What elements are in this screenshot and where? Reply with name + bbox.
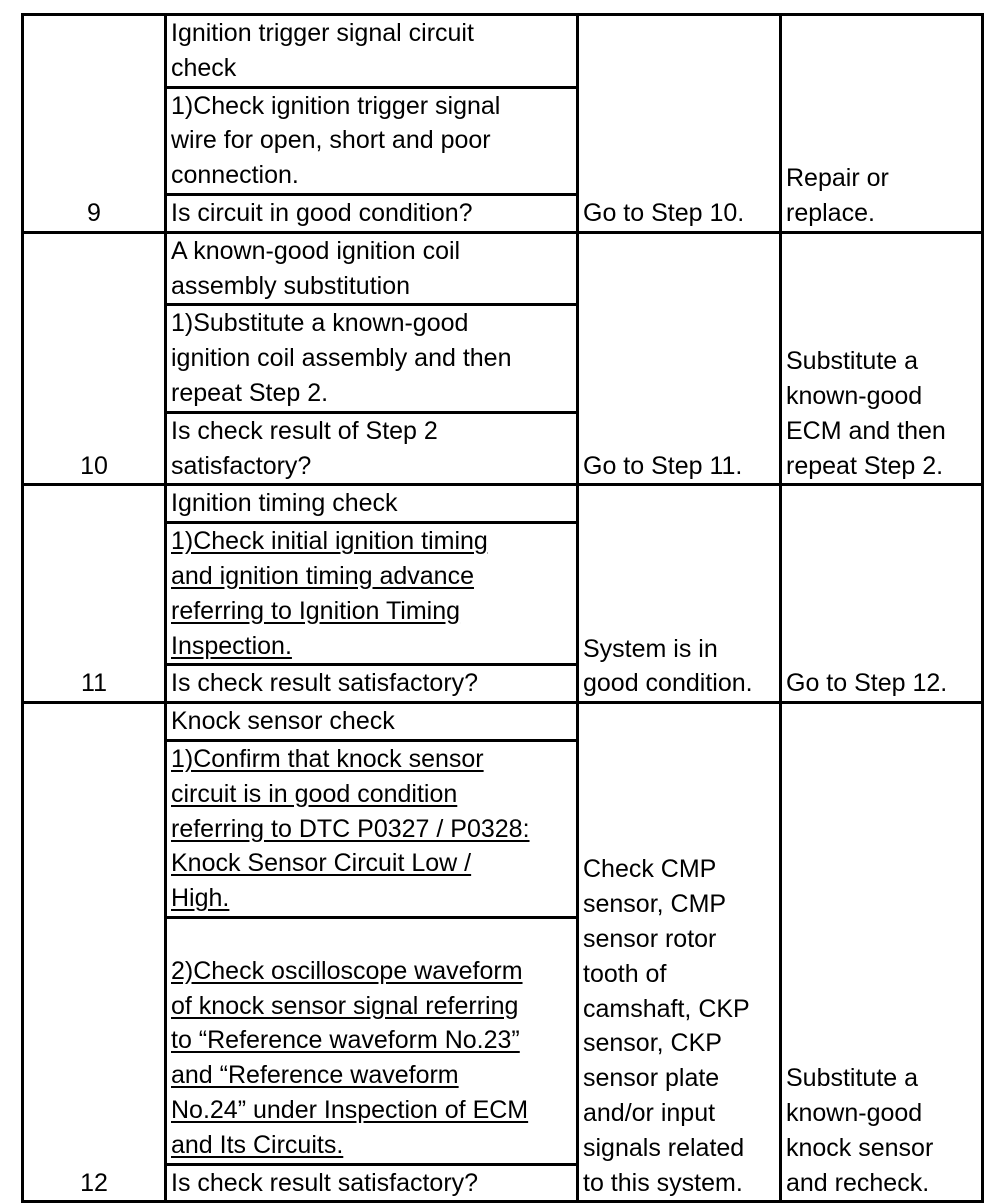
text-line: System is in (583, 634, 718, 663)
text-line: referring to Ignition Timing (171, 596, 461, 625)
text-line: Go to Step 11. (583, 451, 743, 480)
text-line: replace. (786, 198, 875, 227)
text-line: 1)Check ignition trigger signal (171, 91, 501, 120)
text-line: assembly substitution (171, 271, 411, 300)
yes-result (578, 485, 781, 703)
table-row (23, 232, 983, 485)
text-line: signals related (583, 1133, 745, 1162)
text-line: and Its Circuits. (171, 1130, 344, 1159)
text-line: wire for open, short and poor (171, 126, 491, 155)
text-line: High. (171, 884, 230, 913)
step-title (167, 16, 576, 89)
text-line: Is check result satisfactory? (171, 1168, 479, 1197)
step-title (167, 704, 576, 742)
yes-result (578, 15, 781, 233)
action-cell (166, 232, 578, 485)
action-cell (166, 485, 578, 703)
text-line: tooth of (583, 959, 667, 988)
text-line: repeat Step 2. (786, 451, 944, 480)
text-line: Check CMP (583, 855, 717, 884)
question (167, 666, 576, 701)
text-line: A known-good ignition coil (171, 236, 461, 265)
text-line: good condition. (583, 669, 753, 698)
text-line: sensor, CKP (583, 1029, 722, 1058)
text-line: and/or input (583, 1098, 716, 1127)
text-line: known-good (786, 381, 923, 410)
text-line: 1)Confirm that knock sensor (171, 744, 484, 773)
text-line: 1)Substitute a known-good (171, 309, 469, 338)
instruction (167, 89, 576, 196)
text-line: Ignition trigger signal circuit (171, 19, 474, 47)
no-result (781, 703, 983, 1202)
text-line: 2)Check oscilloscope waveform (171, 956, 523, 985)
text-line: check (171, 53, 237, 82)
text-line: Ignition timing check (171, 489, 398, 518)
text-line: connection. (171, 161, 299, 190)
table-row (23, 703, 983, 1202)
text-line: known-good (786, 1098, 923, 1127)
text-line: Go to Step 10. (583, 198, 745, 227)
text-line: satisfactory? (171, 451, 312, 480)
text-line: to this system. (583, 1168, 743, 1197)
table-row (23, 485, 983, 703)
step-number: 11 (23, 485, 166, 703)
text-line: sensor plate (583, 1064, 720, 1093)
text-line: ECM and then (786, 416, 946, 445)
action-cell (166, 15, 578, 233)
no-result (781, 232, 983, 485)
text-line: Substitute a (786, 1064, 919, 1093)
text-line: referring to DTC P0327 / P0328: (171, 814, 530, 843)
yes-result (578, 703, 781, 1202)
action-cell (166, 703, 578, 1202)
step-number: 9 (23, 15, 166, 233)
text-line: Repair or (786, 164, 889, 193)
text-line: ignition coil assembly and then (171, 344, 512, 373)
text-line: Is check result satisfactory? (171, 669, 479, 698)
text-line: Go to Step 12. (786, 669, 948, 698)
yes-result (578, 232, 781, 485)
text-line: Inspection. (171, 631, 292, 660)
diagnostic-table (21, 13, 984, 1203)
step-number: 12 (23, 703, 166, 1202)
text-line: Is circuit in good condition? (171, 198, 473, 227)
text-line: Knock sensor check (171, 707, 395, 736)
text-line: and “Reference waveform (171, 1061, 459, 1090)
text-line: circuit is in good condition (171, 779, 458, 808)
step-number: 10 (23, 232, 166, 485)
text-line: and recheck. (786, 1168, 930, 1197)
text-line: to “Reference waveform No.23” (171, 1026, 520, 1055)
question (167, 196, 576, 231)
step-title (167, 234, 576, 307)
text-line: camshaft, CKP (583, 994, 750, 1023)
question (167, 1166, 576, 1201)
text-line: 1)Check initial ignition timing (171, 527, 488, 556)
text-line: knock sensor (786, 1133, 934, 1162)
instruction (167, 742, 576, 919)
table-row (23, 15, 983, 233)
text-line: Is check result of Step 2 (171, 416, 438, 445)
no-result (781, 15, 983, 233)
text-line: sensor rotor (583, 924, 717, 953)
step-title (167, 486, 576, 524)
instruction (167, 306, 576, 413)
text-line: Knock Sensor Circuit Low / (171, 849, 472, 878)
instruction (167, 919, 576, 1166)
text-line: repeat Step 2. (171, 378, 329, 407)
text-line: No.24” under Inspection of ECM (171, 1095, 529, 1124)
question (167, 414, 576, 484)
text-line: of knock sensor signal referring (171, 991, 519, 1020)
text-line: Substitute a (786, 347, 919, 376)
text-line: sensor, CMP (583, 890, 727, 919)
instruction (167, 524, 576, 666)
no-result (781, 485, 983, 703)
text-line: and ignition timing advance (171, 561, 474, 590)
